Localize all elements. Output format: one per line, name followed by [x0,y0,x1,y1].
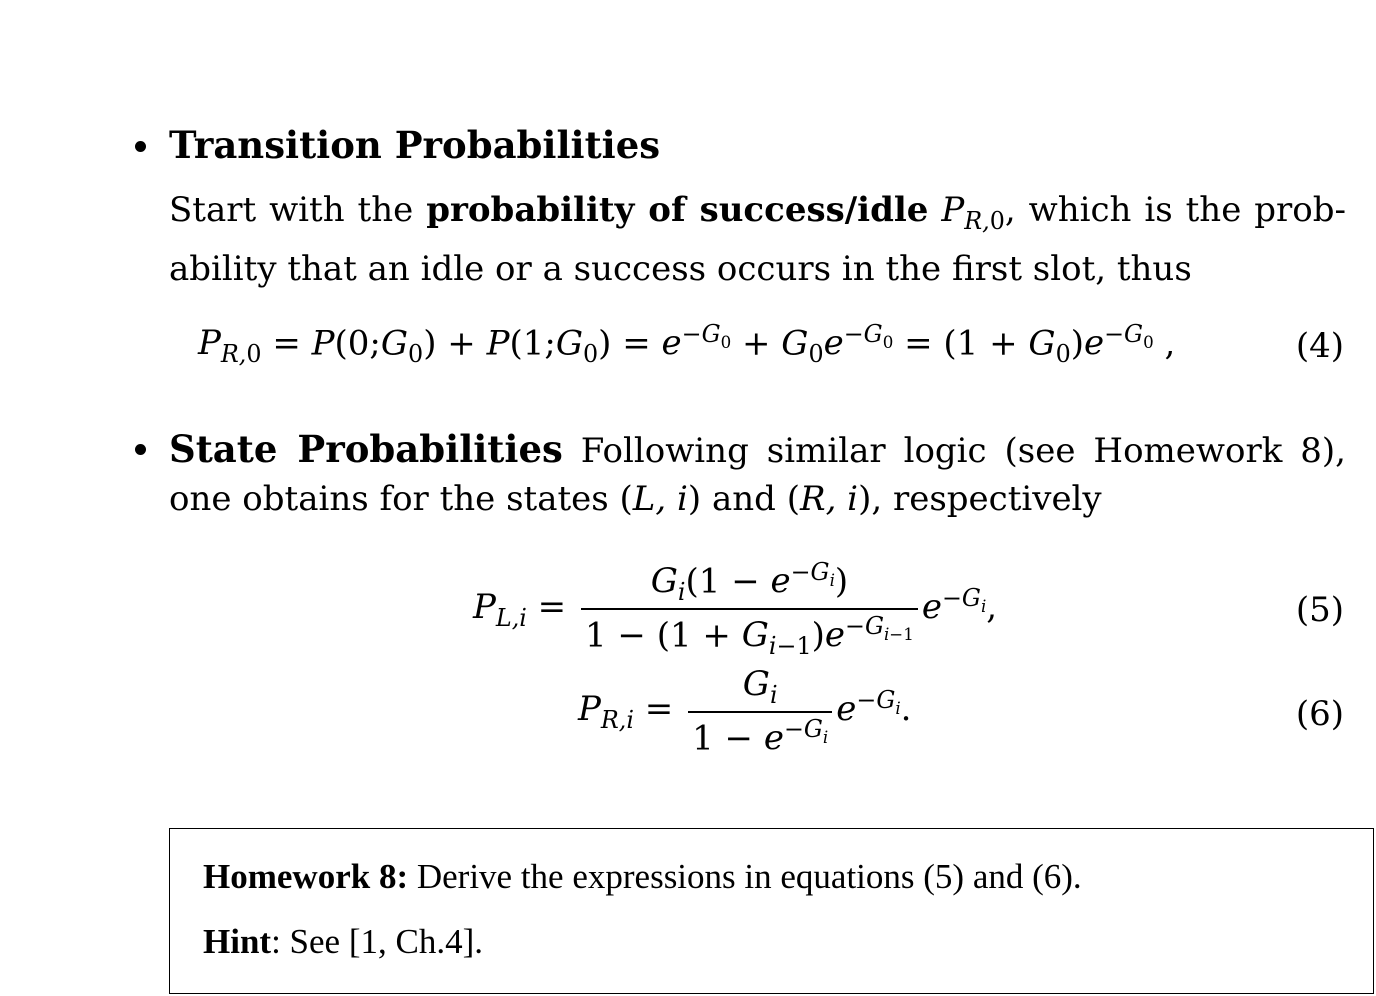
hint-label: Hint [203,922,272,961]
bullet-2 [135,444,146,455]
math-PR0-inline: $P_{R,0}$ [941,190,1005,235]
math-Ri: (R, i) [786,479,872,519]
section-title-transition: Transition Probabilities [169,123,661,167]
equation-5: $P_{L,i}$ = $\frac{G_i(1 - e^{-G_i})}{1 - (1 + G_{i-1})e^{-G_{i-1}}}$ $e^{-G_i}$, [473,558,998,661]
bullet-1 [135,141,146,152]
para-state-and: and [701,479,787,519]
math-Li: (L, i) [619,479,702,519]
para-state-rest2: , respectively [871,479,1102,519]
hint-text: : See [1, Ch.4]. [271,922,483,961]
paragraph-transition [169,186,1346,293]
homework-box [169,828,1374,994]
para-bold-term: probability of success/idle [426,190,929,230]
section-title-state: State Probabilities [169,427,563,471]
hint-line [203,922,483,962]
para-rest: , which is the prob-ability that an idle or a success occurs in the first slot, thus [169,190,1346,289]
equation-number-4: (4) [1295,326,1344,366]
homework-text: Derive the expressions in equations (5) and (6). [408,857,1082,896]
para-start: Start with the [169,190,427,230]
homework-label: Homework 8: [203,857,409,896]
equation-number-6: (6) [1295,694,1344,734]
homework-line [203,857,1082,897]
equation-number-5: (5) [1295,590,1344,630]
equation-6: $P_{R,i}$ = $\frac{G_i}{1 - e^{-G_i}}$ $e^{-G_i}$. [578,664,912,759]
para-state-rest1: Following similar logic (see Homework 8), one obtains for the states [169,431,1346,519]
paragraph-state [169,425,1346,523]
equation-4: $P_{R,0}$ = $P(0;G_0)$ + $P(1;G_0) = e^{-G_0} + G_0e^{-G_0} = (1 + G_0)e^{-G_0}$ , [198,320,1176,369]
